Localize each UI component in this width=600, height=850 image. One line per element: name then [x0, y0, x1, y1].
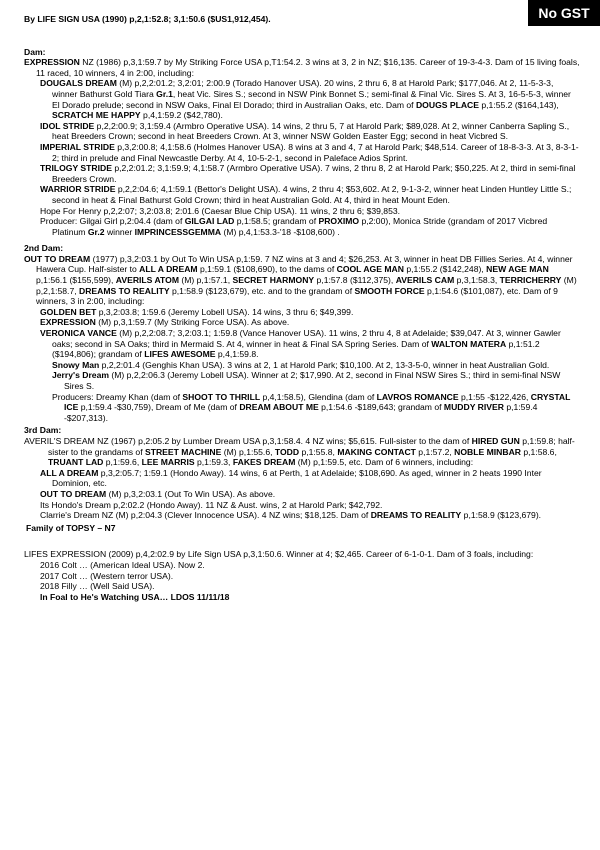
progeny-name: GOLDEN BET — [40, 306, 97, 317]
progeny-text: (M) p,3,1:59.7 (My Striking Force USA). As above. — [95, 317, 290, 328]
dam-text: NZ (1986) p,3,1:59.7 by My Striking Force USA p,T1:54.2. 3 wins at 3, 2 in NZ; $16,135. Career of 19-3-4-3. Dam of 15 living foals, 11 raced, 10 winners, 4 in 2:00, including: — [36, 57, 580, 78]
horse-name: IMPRINCESSGEMMA — [134, 226, 222, 237]
progeny-entry — [24, 489, 580, 500]
progeny-text: (M) p,2,2:08.7; 3,2:03.1; 1:59.8 (Vance Hanover USA). 11 wins, 2 thru 4, 8 at Adelaide; $39,047. At 3, winner Gawler oaks; second in SA Oaks; third in Mermaid S. At 4, winner in heat & Final SA Spring Series. Dam of — [52, 328, 561, 349]
progeny-name: WARRIOR STRIDE — [40, 184, 116, 195]
dam-text: p,1:55.8, — [299, 446, 338, 457]
horse-name: LEE MARRIS — [141, 457, 195, 468]
horse-name: PROXIMO — [318, 216, 360, 227]
foal-entry: 2018 Filly … (Well Said USA). — [40, 581, 155, 592]
sire-line: By LIFE SIGN USA (1990) p,2,1:52.8; 3,1:50.6 ($US1,912,454). — [24, 14, 271, 24]
horse-name: TERRICHERRY — [499, 275, 562, 286]
progeny-entry — [24, 500, 580, 511]
progeny-text: p,2,2:00.9; 3,1:59.4 (Armbro Operative USA). 14 wins, 2 thru 5, 7 at Harold Park; $89,028. At 2, winner Canberra Sapling S., heat Breeders Crown; second in heat Breeders Crown. At 3, winner NSW Golden Easter Egg; second in heat Vicbred S. — [52, 120, 570, 142]
progeny-entry — [24, 317, 580, 328]
progeny-text: (M) p,2,2:06.3 (Jeremy Lobell USA). Winner at 2; $17,990. At 2, second in Final NSW Sires S.; third in semi-final NSW Sires S. — [64, 370, 561, 391]
in-foal-line: In Foal to He's Watching USA… LDOS 11/11/18 — [40, 591, 230, 602]
dam-text: p,1:59.3, — [194, 457, 233, 468]
horse-name: DREAMS TO REALITY — [79, 285, 170, 296]
foal-entry: 2016 Colt … (American Ideal USA). Now 2. — [40, 559, 205, 570]
progeny-text: p,4,1:58.5), Glendina (dam of — [260, 391, 377, 402]
progeny-text: p,4,1:59.2 ($42,780). — [140, 110, 223, 121]
dam-text: p,1:57.8 ($112,375), — [314, 275, 396, 286]
progeny-text: p,1:54.6 -$189,643; grandam of — [318, 402, 444, 413]
grade: Gr.1 — [156, 88, 173, 99]
horse-name: SECRET HARMONY — [232, 275, 315, 286]
horse-name: CRYSTAL ICE — [64, 391, 571, 413]
horse-name: LIFES AWESOME — [144, 349, 216, 360]
progeny-name: ALL A DREAM — [40, 467, 99, 478]
progeny-text: p,3,2:03.8; 1:59.6 (Jeremy Lobell USA). 14 wins, 3 thru 6; $49,399. — [96, 306, 354, 317]
dam-text: (M) p,1:59.5, etc. Dam of 6 winners, including: — [295, 457, 474, 468]
horse-name: MUDDY RIVER — [443, 402, 504, 413]
dam-text: p,1:57.2, — [415, 446, 455, 457]
grade: Gr.2 — [87, 226, 105, 237]
dam-text: (M) p,2,1:58.7, — [36, 275, 577, 296]
horse-name: NOBLE MINBAR — [454, 446, 521, 457]
progeny-entry — [24, 163, 580, 184]
dam-text: (M) p,1:57.1, — [178, 275, 233, 286]
progeny-text: Producers: Dreamy Khan (dam of — [52, 391, 183, 402]
horse-name: SMOOTH FORCE — [354, 285, 425, 296]
dam-text: p,1:58.6, — [521, 446, 557, 457]
second-dam-entry — [24, 254, 580, 307]
progeny-name: VERONICA VANCE — [40, 328, 117, 339]
progeny-text: winner — [104, 226, 135, 237]
progeny-text: (M) p,3,2:03.1 (Out To Win USA). As above. — [106, 488, 276, 499]
progeny-text: Hope For Henry p,2,2:07; 3,2:03.8; 2:01.6 (Caesar Blue Chip USA). 11 wins, 2 thru 6; $39,853. — [40, 205, 401, 216]
dam-text: p,1:58.9 ($123,679), etc. and to the grandam of — [169, 285, 355, 296]
horse-name: HIRED GUN — [471, 435, 520, 446]
progeny-entry — [24, 121, 580, 142]
horse-name: GILGAI LAD — [184, 216, 235, 227]
family-line: Family of TOPSY – N7 — [26, 522, 116, 533]
dam-text: p,1:54.6 ($101,087), etc. Dam of 9 winners, 3 in 2:00, including: — [36, 285, 558, 307]
progeny-entry — [24, 206, 580, 217]
dam-text: p,1:59.8; half-sister to the grandams of — [48, 435, 575, 457]
third-dam-entry — [24, 436, 580, 468]
dam-heading: Dam: — [24, 46, 46, 57]
dam-text: (1977) p,3,2:03.1 by Out To Win USA p,1:59. 7 NZ wins at 3 and 4; $26,253. At 3, winner in heat DB Fillies Series. At 4, winner Hawera Cup. Half-sister to — [36, 253, 573, 275]
third-dam-heading: 3rd Dam: — [24, 425, 62, 436]
progeny-text: p,1:58.5; grandam of — [234, 216, 319, 227]
dam-text: p,1:55.2 ($142,248), — [403, 264, 487, 275]
progeny-entry — [24, 142, 580, 163]
progeny-text: (M) p,4,1:53.3-'18 -$108,600) . — [221, 226, 340, 237]
progeny-text: Producer: Gilgai Girl p,2:04.4 (dam of — [40, 216, 185, 227]
progeny-entry — [24, 510, 580, 521]
progeny-text: p,2:00), Monica Stride (grandam of 2017 Vicbred Platinum — [52, 216, 548, 237]
progeny-text: p,1:58.9 ($123,679). — [461, 510, 542, 521]
horse-name: AVERILS ATOM — [115, 275, 179, 286]
horse-name: DREAMS TO REALITY — [370, 510, 462, 521]
progeny-text: Clarrie's Dream NZ (M) p,2:04.3 (Clever Innocence USA). 4 NZ wins; $18,125. Dam of — [40, 510, 371, 521]
dam-text: p,3,1:58.3, — [454, 275, 500, 286]
horse-name: COOL AGE MAN — [336, 264, 404, 275]
progeny-entry — [24, 78, 580, 120]
horse-name: AVERILS CAM — [395, 275, 455, 286]
progeny-text: Its Hondo's Dream p,2:02.2 (Hondo Away). 11 NZ & Aust. wins, 2 at Harold Park; $42,792. — [40, 499, 383, 510]
progeny-text: p,4,1:59.8. — [215, 349, 259, 360]
foal-entry: 2017 Colt … (Western terror USA). — [40, 570, 174, 581]
progeny-name: TRILOGY STRIDE — [40, 163, 112, 174]
horse-name: ALL A DREAM — [139, 264, 198, 275]
dam-text: (M) p,1:55.6, — [221, 446, 275, 457]
progeny-text: , heat Vic. Sires S.; second in NSW Pink Bonnet S.; semi-final & Final Vic. Sires S. At 3, 16-5-5-3, winner El Dorado prelude; second in NSW Oaks, Final El Dorado; third in Australian Oaks, etc. Dam of — [52, 88, 571, 110]
dam-text: AVERIL'S DREAM NZ (1967) p,2:05.2 by Lumber Dream USA p,3,1:58.4. 4 NZ wins; $5,615. Full-sister to the dam of — [24, 435, 472, 446]
progeny-text: p,2,2:01.4 (Genghis Khan USA). 3 wins at 2, 1 at Harold Park; $10,100. At 2, 13-3-5-0, winner in heat Australian Gold. — [99, 359, 550, 370]
lifes-expression-entry: LIFES EXPRESSION (2009) p,4,2:02.9 by Life Sign USA p,3,1:50.6. Winner at 4; $2,465. Career of 6-1-0-1. Dam of 3 foals, including: — [24, 549, 534, 560]
horse-name: DOUGS PLACE — [415, 99, 479, 110]
dam-entry — [24, 57, 580, 78]
progeny-text: p,1:55.2 ($164,143), — [479, 99, 559, 110]
dam-text: p,1:59.1 ($108,690), to the dams of — [197, 264, 337, 275]
progeny-text: p,3,2:00.8; 4,1:58.6 (Holmes Hanover USA). 8 wins at 3 and 4, 7 at Harold Park; $48,514. Career of 18-8-3-3. At 3, 8-3-1-2; third in prelude and Final Newcastle Derby. At 4, 10-5-2-1, second in Paleface Adios Sprint. — [52, 141, 579, 163]
progeny-text: p,2,2:04.6; 4,1:59.1 (Bettor's Delight USA). 4 wins, 2 thru 4; $53,602. At 2, 9-1-3-2, winner heat Linden Huntley Little S.; second in heat & Final Bathurst Gold Crown; third in heat Australian Gold. At 4, third in heat Mount Eden. — [52, 184, 572, 205]
lifes-expression-section — [24, 549, 580, 602]
progeny-entry — [24, 468, 580, 489]
progeny-name: Jerry's Dream — [52, 370, 109, 381]
horse-name: SCRATCH ME HAPPY — [52, 110, 141, 121]
horse-name: FAKES DREAM — [232, 457, 296, 468]
horse-name: SHOOT TO THRILL — [182, 391, 261, 402]
horse-name: TODD — [274, 446, 300, 457]
pedigree-page — [24, 10, 580, 602]
horse-name: LAVROS ROMANCE — [376, 391, 459, 402]
progeny-name: IMPERIAL STRIDE — [40, 141, 115, 152]
horse-name: TRUANT LAD — [48, 457, 104, 468]
progeny-name: OUT TO DREAM — [40, 488, 107, 499]
progeny-text: p,1:51.2 ($194,806); grandam of — [52, 338, 540, 360]
progeny-text: p,1:55 -$122,426, — [458, 391, 531, 402]
dam-name: OUT TO DREAM — [24, 253, 91, 264]
progeny-name: EXPRESSION — [40, 317, 96, 328]
progeny-entry — [24, 370, 580, 391]
progeny-name: IDOL STRIDE — [40, 120, 95, 131]
progeny-entry — [24, 184, 580, 205]
dam-name: EXPRESSION — [24, 57, 80, 68]
horse-name: WALTON MATERA — [431, 338, 507, 349]
progeny-text: p,3,2:05.7; 1:59.1 (Hondo Away). 14 wins, 6 at Perth, 1 at Adelaide; $108,690. As aged, winner in 2 heats 1990 Inter Dominion, etc. — [52, 467, 542, 489]
progeny-entry — [24, 360, 580, 371]
horse-name: MAKING CONTACT — [337, 446, 416, 457]
dam-text: p,1:56.1 ($155,599), — [36, 275, 116, 286]
producers-entry — [24, 392, 580, 424]
progeny-text: (M) p,2,2:01.2; 3,2:01; 2:00.9 (Torado Hanover USA). 20 wins, 2 thru 6, 8 at Harold Park; $177,046. At 2, 11-5-3-3, winner Bathurst Gold Tiara — [52, 78, 554, 99]
second-dam-heading: 2nd Dam: — [24, 243, 64, 254]
progeny-text: p,1:59.4 -$207,313). — [64, 402, 538, 423]
dam-text: p,1:59.6, — [103, 457, 142, 468]
horse-name: DREAM ABOUT ME — [239, 402, 319, 413]
producers-entry — [24, 216, 580, 237]
progeny-entry — [24, 328, 580, 360]
horse-name: NEW AGE MAN — [486, 264, 549, 275]
no-gst-badge: No GST — [528, 0, 600, 26]
progeny-text: p,1:59.4 -$30,759), Dream of Me (dam of — [78, 402, 240, 413]
progeny-name: Snowy Man — [52, 359, 100, 370]
progeny-text: p,2,2:01.2; 3,1:59.9; 4,1:58.7 (Armbro Operative USA). 7 wins, 2 thru 8, 2 at Harold Park; $50,225. At 2, third in semi-final Breeders Crown. — [52, 163, 576, 184]
horse-name: STREET MACHINE — [144, 446, 222, 457]
progeny-name: DOUGALS DREAM — [40, 78, 117, 89]
progeny-entry — [24, 307, 580, 318]
